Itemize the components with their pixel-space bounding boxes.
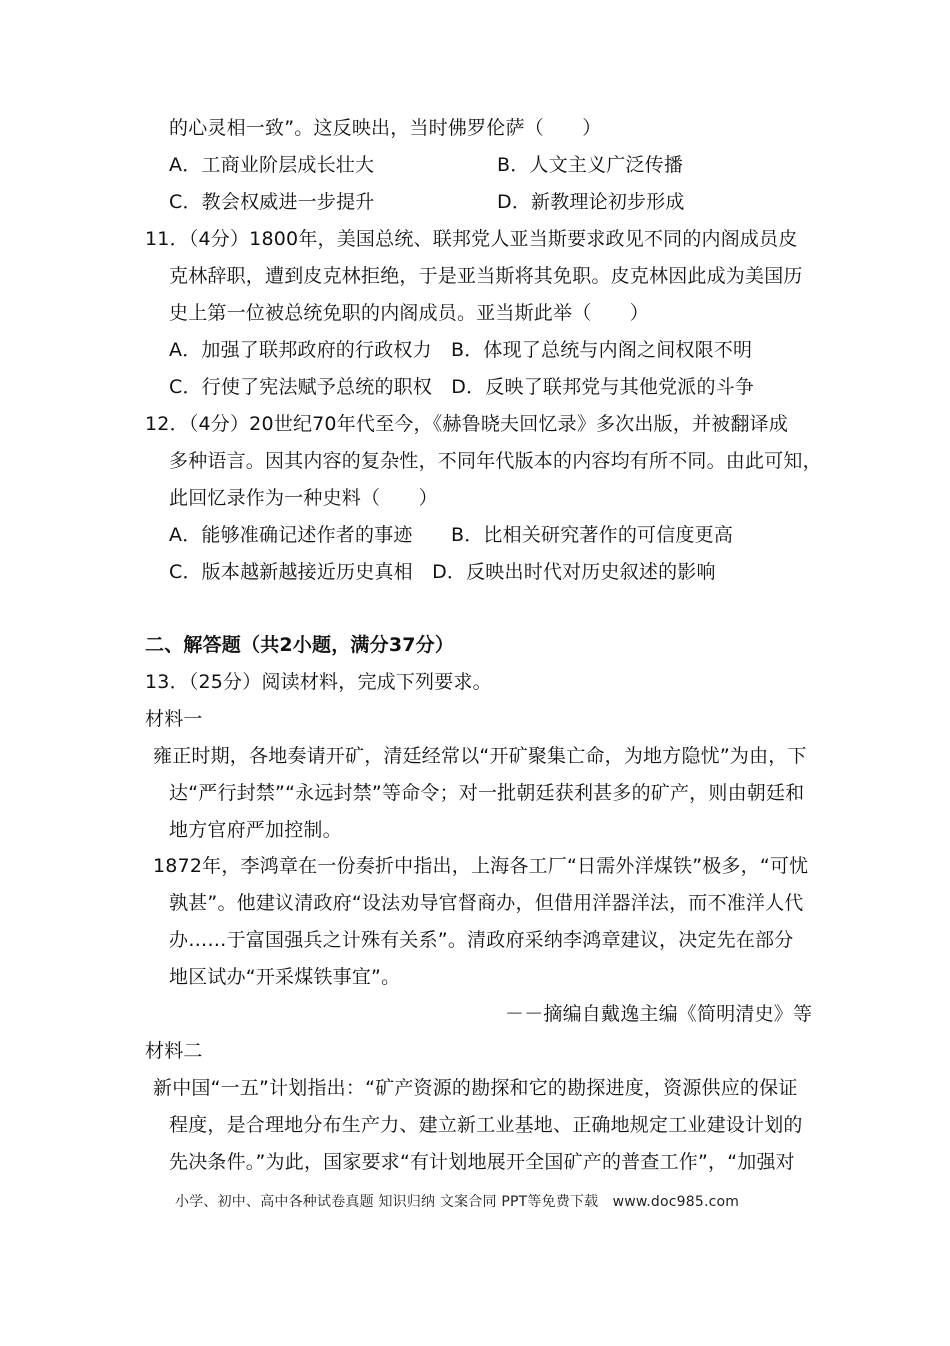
q10-option-b: B．人文主义广泛传播 (497, 154, 684, 176)
q12-stem-line-2: 多种语言。因其内容的复杂性，不同年代版本的内容均有所不同。由此可知， (169, 450, 822, 472)
material-2-label: 材料二 (145, 1040, 203, 1062)
material-1-source: －－摘编自戴逸主编《简明清史》等 (505, 1003, 813, 1025)
material-1-para-2-line-1: 1872年，李鸿章在一份奏折中指出，上海各工厂“日需外洋煤铁”极多，“可忧 (153, 855, 809, 877)
material-2-line-3: 先决条件。”为此，国家要求“有计划地展开全国矿产的普查工作”，“加强对 (169, 1151, 795, 1173)
q11-options-cd: C．行使了宪法赋予总统的职权 D．反映了联邦党与其他党派的斗争 (169, 376, 755, 398)
q11-options-ab: A．加强了联邦政府的行政权力 B．体现了总统与内阁之间权限不明 (169, 339, 753, 361)
q10-option-a: A．工商业阶层成长壮大 (169, 154, 375, 176)
material-1-label: 材料一 (145, 708, 203, 730)
material-2-line-1: 新中国“一五”计划指出：“矿产资源的勘探和它的勘探进度，资源供应的保证 (153, 1077, 798, 1099)
q12-options-cd: C．版本越新越接近历史真相 D．反映出时代对历史叙述的影响 (169, 561, 716, 583)
material-1-para-2-line-2: 孰甚”。他建议清政府“设法劝导官督商办，但借用洋器洋法，而不准洋人代 (169, 892, 804, 914)
material-1-para-2-line-4: 地区试办“开采煤铁事宜”。 (169, 966, 401, 988)
q12-stem-line-3: 此回忆录作为一种史料（ ） (169, 487, 438, 509)
q10-option-c: C．教会权威进一步提升 (169, 191, 375, 213)
q12-stem-line-1: 12．（4分）20世纪70年代至今，《赫鲁晓夫回忆录》多次出版，并被翻译成 (145, 413, 789, 435)
q11-stem-line-1: 11．（4分）1800年，美国总统、联邦党人亚当斯要求政见不同的内阁成员皮 (145, 228, 798, 250)
material-1-para-1-line-2: 达“严行封禁”“永远封禁”等命令；对一批朝廷获利甚多的矿产，则由朝廷和 (169, 782, 805, 804)
material-1-para-1-line-1: 雍正时期，各地奏请开矿，清廷经常以“开矿聚集亡命，为地方隐忧”为由，下 (153, 745, 807, 767)
section-heading: 二、解答题（共2小题，满分37分） (145, 634, 455, 656)
material-1-para-1-line-3: 地方官府严加控制。 (169, 819, 342, 841)
q10-option-d: D．新教理论初步形成 (497, 191, 685, 213)
material-1-para-2-line-3: 办……于富国强兵之计殊有关系”。清政府采纳李鸿章建议，决定先在部分 (169, 929, 794, 951)
q13-intro: 13．（25分）阅读材料，完成下列要求。 (145, 671, 492, 693)
material-2-line-2: 程度，是合理地分布生产力、建立新工业基地、正确地规定工业建设计划的 (169, 1114, 803, 1136)
q10-stem-continuation: 的心灵相一致”。这反映出，当时佛罗伦萨（ ） (169, 117, 602, 139)
q12-options-ab: A．能够准确记述作者的事迹 B．比相关研究著作的可信度更高 (169, 524, 734, 546)
page-footer: 小学、初中、高中各种试卷真题 知识归纳 文案合同 PPT等免费下载 www.doc985.com (175, 1194, 740, 1210)
q11-stem-line-3: 史上第一位被总统免职的内阁成员。亚当斯此举（ ） (169, 302, 650, 324)
q11-stem-line-2: 克林辞职，遭到皮克林拒绝，于是亚当斯将其免职。皮克林因此成为美国历 (169, 265, 803, 287)
